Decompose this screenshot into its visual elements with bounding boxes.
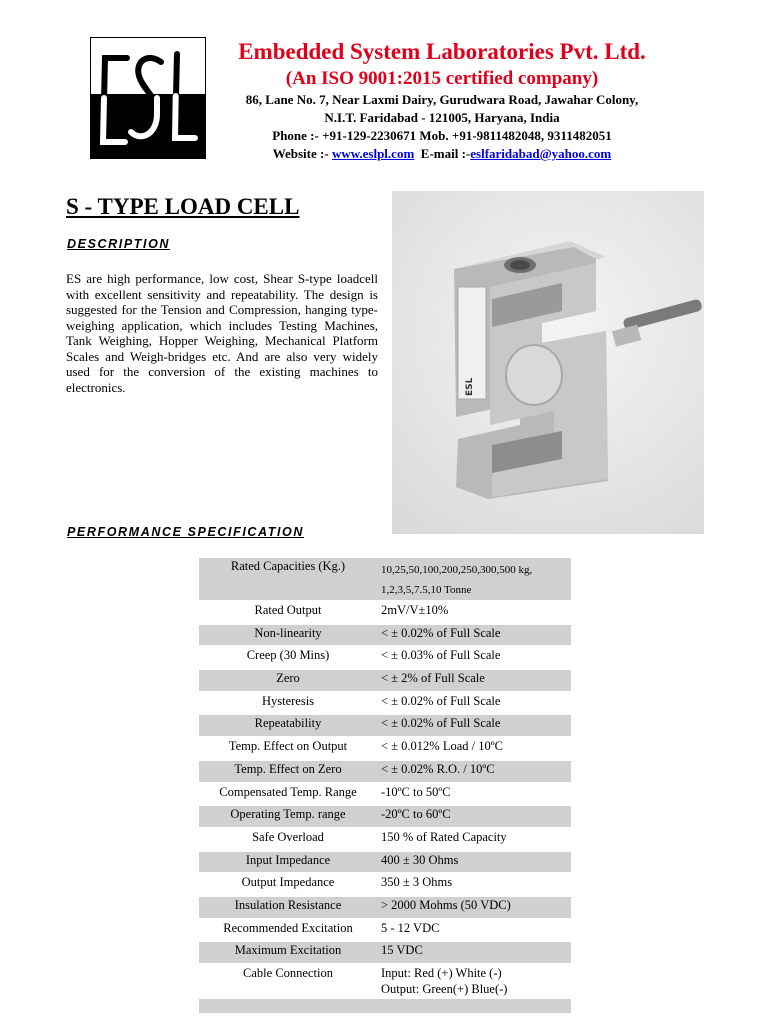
spec-label: Compensated Temp. Range bbox=[199, 783, 377, 806]
spec-row bbox=[199, 896, 571, 919]
spec-value bbox=[377, 624, 571, 647]
spec-row bbox=[199, 873, 571, 896]
specs-heading: PERFORMANCE SPECIFICATION bbox=[67, 525, 304, 539]
spec-value bbox=[377, 941, 571, 964]
spec-value bbox=[377, 805, 571, 828]
spec-value bbox=[377, 669, 571, 692]
spec-value-line: Input: Red (+) White (-) bbox=[381, 966, 502, 980]
spec-value-line: < ± 2% of Full Scale bbox=[381, 671, 485, 686]
spec-value-line: 15 VDC bbox=[381, 943, 423, 958]
spec-value bbox=[377, 601, 571, 624]
spec-value bbox=[377, 558, 571, 601]
spec-value bbox=[377, 873, 571, 896]
spec-row bbox=[199, 558, 571, 601]
photo-label-text: ESL bbox=[465, 377, 475, 396]
company-header bbox=[212, 38, 672, 163]
spec-value bbox=[377, 828, 571, 851]
spec-value bbox=[377, 646, 571, 669]
spec-row bbox=[199, 783, 571, 806]
spec-value bbox=[377, 783, 571, 806]
spec-row bbox=[199, 692, 571, 715]
description-text: ES are high performance, low cost, Shear S-type loadcell with excellent sensitivity and repeatability. The design is suggested for the Tension and Compression, hanging type-weighing application, which includes Testing Machines, Tank Weighing, Hopper Weighing, Mechanical Platform Scales and Weigh-bridges etc. And are also very widely used for the conversion of the existing machines to electronics. bbox=[66, 271, 378, 395]
spec-value-line: > 2000 Mohms (50 VDC) bbox=[381, 897, 511, 912]
phone-line: Phone :- +91-129-2230671 Mob. +91-9811482048, 9311482051 bbox=[272, 128, 612, 143]
spec-label: Insulation Resistance bbox=[199, 896, 377, 919]
spec-value bbox=[377, 896, 571, 919]
address-line-1: 86, Lane No. 7, Near Laxmi Dairy, Gurudwara Road, Jawahar Colony, bbox=[245, 92, 639, 107]
description-heading: DESCRIPTION bbox=[67, 237, 171, 251]
spec-label: Input Impedance bbox=[199, 851, 377, 874]
spec-label: Non-linearity bbox=[199, 624, 377, 647]
spec-label: Hysteresis bbox=[199, 692, 377, 715]
spec-row bbox=[199, 669, 571, 692]
spec-value-line: < ± 0.02% R.O. / 10ºC bbox=[381, 761, 495, 776]
spec-label: Creep (30 Mins) bbox=[199, 646, 377, 669]
spec-label: Rated Output bbox=[199, 601, 377, 624]
spec-value-line-2: Output: Green(+) Blue(-) bbox=[381, 982, 508, 996]
spec-label: Temp. Effect on Output bbox=[199, 737, 377, 760]
spec-value bbox=[377, 714, 571, 737]
spec-row-empty bbox=[199, 998, 571, 1013]
company-name: Embedded System Laboratories Pvt. Ltd. bbox=[238, 39, 646, 64]
spec-row bbox=[199, 714, 571, 737]
spec-row bbox=[199, 828, 571, 851]
spec-value-line: < ± 0.012% Load / 10ºC bbox=[381, 739, 503, 754]
product-photo bbox=[392, 191, 704, 534]
spec-value-line: 2mV/V±10% bbox=[381, 603, 449, 617]
spec-label: Temp. Effect on Zero bbox=[199, 760, 377, 783]
email-label: E-mail :- bbox=[420, 146, 471, 161]
spec-label: Output Impedance bbox=[199, 873, 377, 896]
spec-row bbox=[199, 919, 571, 942]
spec-value bbox=[377, 737, 571, 760]
spec-row bbox=[199, 805, 571, 828]
spec-label: Safe Overload bbox=[199, 828, 377, 851]
spec-row bbox=[199, 760, 571, 783]
spec-label: Recommended Excitation bbox=[199, 919, 377, 942]
spec-value-line: -10ºC to 50ºC bbox=[381, 784, 451, 799]
contact-line bbox=[212, 145, 672, 163]
page-title: S - TYPE LOAD CELL bbox=[66, 194, 300, 219]
spec-label: Rated Capacities (Kg.) bbox=[199, 558, 377, 601]
spec-row bbox=[199, 601, 571, 624]
spec-value-line: < ± 0.02% of Full Scale bbox=[381, 693, 501, 708]
spec-label: Zero bbox=[199, 669, 377, 692]
spec-label: Maximum Excitation bbox=[199, 941, 377, 964]
spec-value-line: < ± 0.02% of Full Scale bbox=[381, 716, 501, 731]
spec-row bbox=[199, 941, 571, 964]
spec-value-line: < ± 0.03% of Full Scale bbox=[381, 648, 501, 663]
spec-value bbox=[377, 919, 571, 942]
spec-value-line: 5 - 12 VDC bbox=[381, 920, 440, 935]
spec-label: Repeatability bbox=[199, 714, 377, 737]
spec-value-line: 10,25,50,100,200,250,300,500 kg, bbox=[381, 564, 533, 576]
company-logo bbox=[90, 37, 206, 159]
spec-value-line: 150 % of Rated Capacity bbox=[381, 829, 507, 844]
website-link[interactable]: www.eslpl.com bbox=[331, 146, 415, 161]
address-line-2: N.I.T. Faridabad - 121005, Haryana, India bbox=[324, 110, 560, 125]
spec-table bbox=[199, 558, 571, 1013]
spec-label: Cable Connection bbox=[199, 964, 377, 998]
spec-row bbox=[199, 624, 571, 647]
spec-row bbox=[199, 851, 571, 874]
spec-row bbox=[199, 646, 571, 669]
website-label: Website :- bbox=[272, 146, 332, 161]
spec-value-line: < ± 0.02% of Full Scale bbox=[381, 625, 501, 640]
spec-row bbox=[199, 737, 571, 760]
email-link[interactable]: eslfaridabad@yahoo.com bbox=[470, 146, 612, 161]
spec-value-line: -20ºC to 60ºC bbox=[381, 807, 451, 822]
spec-value-line: 400 ± 30 Ohms bbox=[381, 852, 459, 867]
spec-row bbox=[199, 964, 571, 998]
spec-value bbox=[377, 692, 571, 715]
spec-value-line: 350 ± 3 Ohms bbox=[381, 875, 453, 890]
spec-value bbox=[377, 964, 571, 998]
spec-value-line-2: 1,2,3,5,7.5,10 Tonne bbox=[381, 584, 472, 596]
certification: (An ISO 9001:2015 certified company) bbox=[285, 68, 599, 89]
spec-value bbox=[377, 760, 571, 783]
spec-label: Operating Temp. range bbox=[199, 805, 377, 828]
spec-value bbox=[377, 851, 571, 874]
